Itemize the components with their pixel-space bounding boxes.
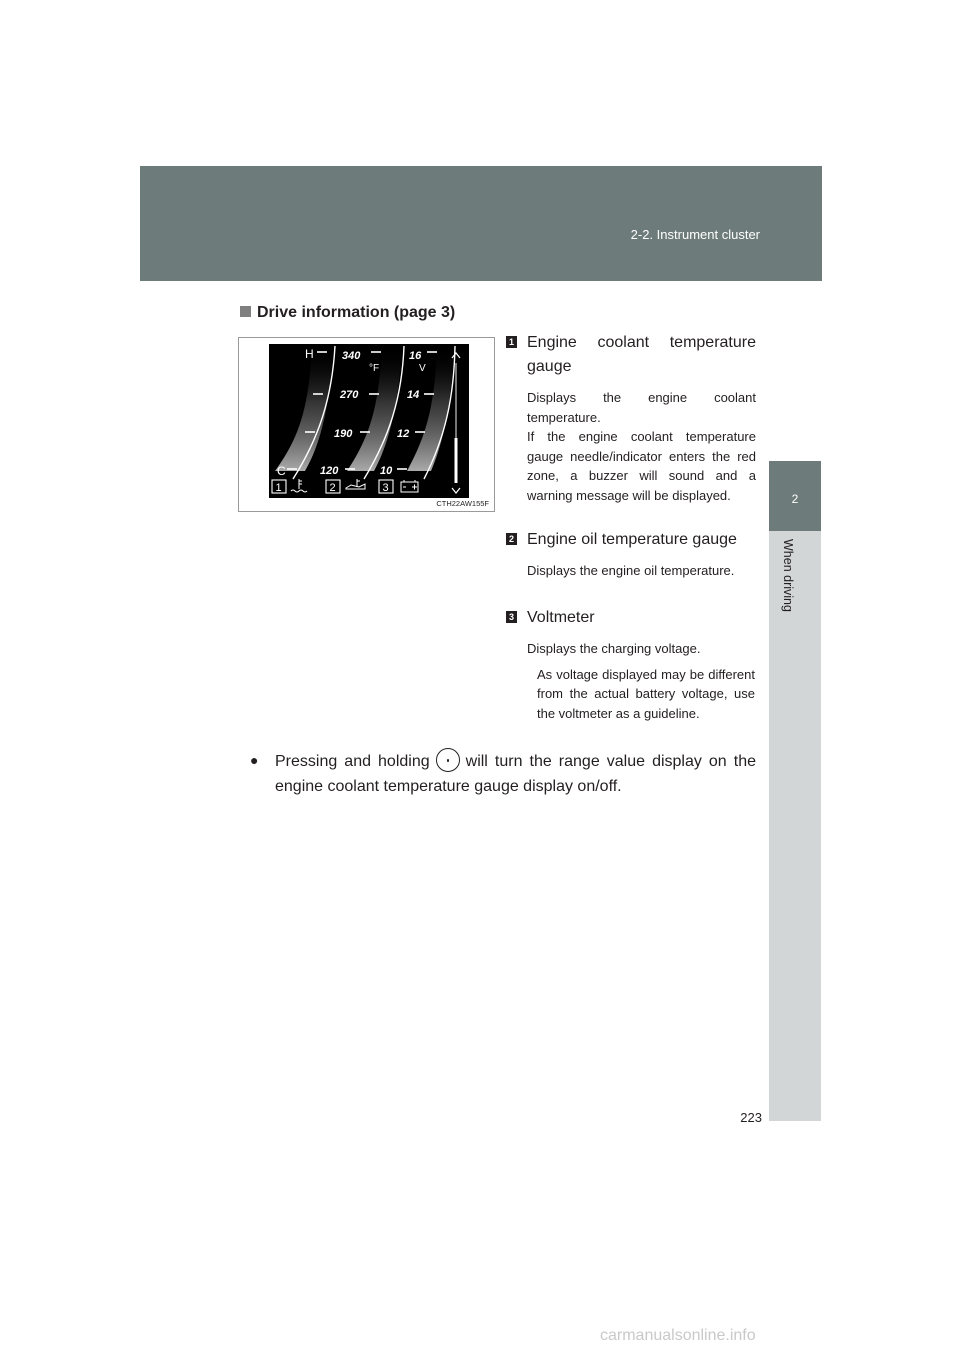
bullet-text bbox=[275, 748, 756, 799]
volt-tick-label: 16 bbox=[409, 350, 422, 362]
coolant-hot-label: H bbox=[305, 347, 314, 361]
item-title: Engine oil temperature gauge bbox=[527, 531, 737, 548]
gauge-display-figure bbox=[238, 337, 495, 512]
item-description bbox=[527, 639, 756, 659]
bullet-text-after: will turn the range value display on the engine coolant temperature gauge display on/off. bbox=[275, 753, 756, 795]
callout-number: 2 bbox=[329, 482, 336, 494]
header-section-title: 2-2. Instrument cluster bbox=[630, 227, 760, 242]
square-bullet-icon bbox=[240, 306, 251, 317]
watermark: carmanualsonline.info bbox=[600, 1327, 756, 1344]
coolant-cold-label: C bbox=[277, 464, 286, 478]
figure-code: CTH22AW155F bbox=[436, 499, 489, 508]
callout-number: 1 bbox=[275, 482, 282, 494]
item-description-line: Displays the charging voltage. bbox=[527, 641, 701, 656]
volt-unit-label: V bbox=[419, 363, 426, 374]
oil-tick-label: 190 bbox=[334, 428, 353, 440]
item-title: Engine coolant temperature gauge bbox=[527, 334, 756, 375]
callout-number: 3 bbox=[382, 482, 389, 494]
item-title: Voltmeter bbox=[527, 609, 595, 626]
chapter-label: When driving bbox=[781, 539, 795, 612]
item-description bbox=[527, 561, 756, 581]
item-oil-gauge bbox=[506, 528, 756, 581]
chapter-tab bbox=[769, 461, 821, 531]
oil-unit-label: °F bbox=[369, 363, 380, 374]
volt-tick-label: 14 bbox=[407, 389, 420, 401]
item-description-line: Displays the engine oil temperature. bbox=[527, 563, 735, 578]
voltmeter-note: As voltage displayed may be different from the actual battery voltage, use the voltmeter as a guideline. bbox=[537, 666, 755, 721]
item-description-line: Displays the engine coolant temperature. bbox=[527, 390, 756, 425]
item-description-line: If the engine coolant temperature gauge needle/indicator enters the red zone, a buzzer will sound and a warning message will be displayed. bbox=[527, 429, 756, 503]
section-title: Drive information (page 3) bbox=[257, 304, 456, 321]
oil-tick-label: 270 bbox=[340, 389, 359, 401]
item-number-badge: 3 bbox=[506, 611, 517, 623]
bullet-text-before: Pressing and holding bbox=[275, 753, 430, 770]
bullet-note bbox=[250, 748, 756, 799]
item-voltmeter bbox=[506, 606, 756, 723]
enter-button-icon bbox=[436, 748, 460, 772]
chapter-number: 2 bbox=[791, 492, 799, 506]
page-number: 223 bbox=[740, 1110, 762, 1125]
oil-tick-label: 120 bbox=[320, 465, 339, 477]
item-description bbox=[527, 388, 756, 505]
item-number-badge: 1 bbox=[506, 336, 517, 348]
item-number-badge: 2 bbox=[506, 533, 517, 545]
volt-tick-label: 10 bbox=[380, 465, 393, 477]
item-coolant-gauge bbox=[506, 331, 756, 505]
bullet-dot-icon: ● bbox=[250, 752, 259, 768]
section-heading bbox=[240, 304, 455, 322]
header-band bbox=[140, 166, 822, 281]
oil-tick-label: 340 bbox=[342, 350, 361, 362]
volt-tick-label: 12 bbox=[397, 428, 410, 440]
gauge-display-illustration bbox=[239, 338, 496, 513]
chapter-strip bbox=[769, 531, 821, 1121]
